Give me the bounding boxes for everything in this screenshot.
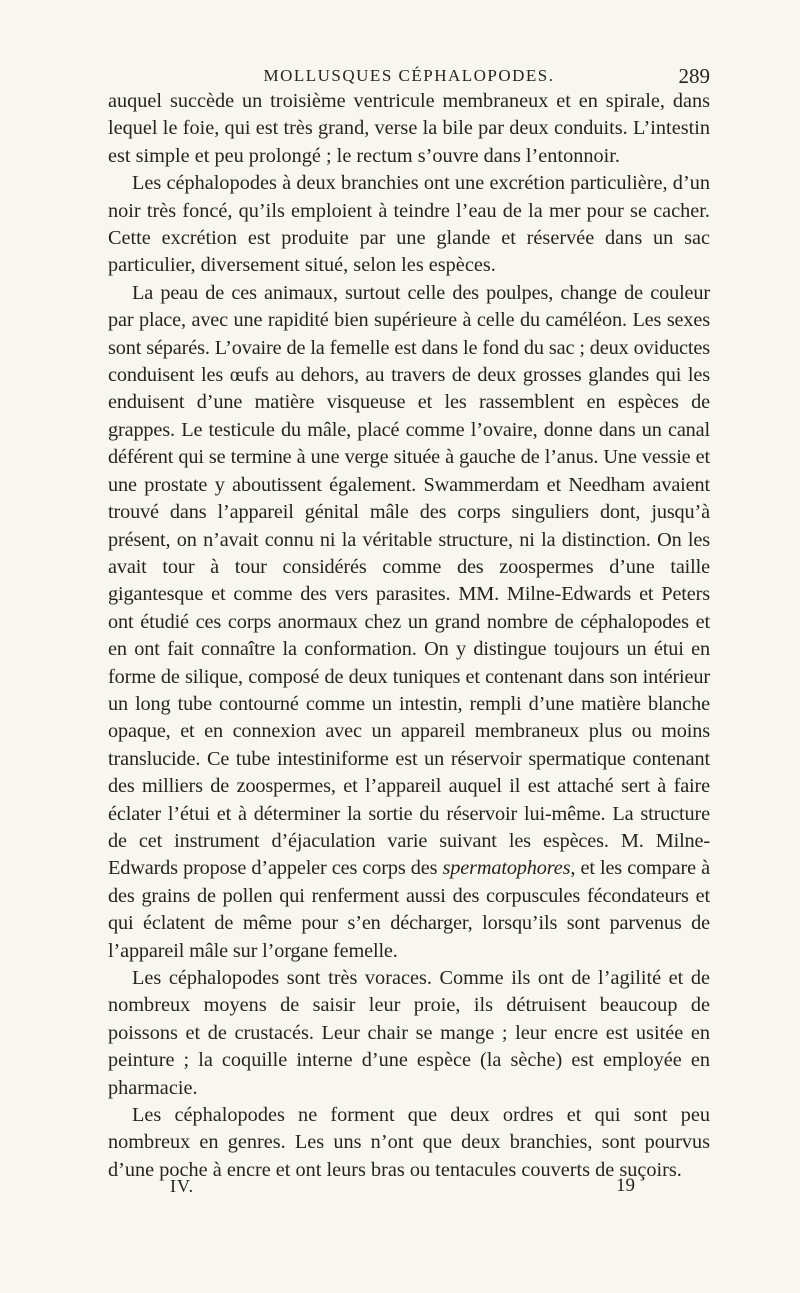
running-title: MOLLUSQUES CÉPHALOPODES.	[263, 66, 555, 85]
paragraph-text: Les céphalopodes sont très voraces. Comme ils ont de l’agilité et de nombreux moyens de saisir leur proie, ils détruisent beaucoup de poissons et de crustacés. Leur chair se mange ; leur encre est usitée en peinture ; la coquille interne d’une espèce (la sèche) est employée en pharmacie.	[108, 967, 710, 1099]
paragraph-text: auquel succède un troisième ventricule membraneux et en spirale, dans lequel le foie, qui est très grand, verse la bile par deux conduits. L’intestin est simple et peu prolongé ; le rectum s’ouvre dans l’entonnoir.	[108, 90, 710, 167]
body-text	[108, 88, 710, 1184]
running-head	[108, 64, 710, 88]
paragraph-text: Les céphalopodes à deux branchies ont une excrétion particulière, d’un noir très foncé, qu’ils emploient à teindre l’eau de la mer pour se cacher. Cette excrétion est produite par une glande et réservée dans un sac particulier, diversement situé, selon les espèces.	[108, 172, 710, 277]
paragraph	[108, 280, 710, 965]
paragraph-text: , et les compare à des grains de pollen qui renferment aussi des corpuscules fécondateurs et qui éclatent de même pour s’en décharger, lorsqu’ils sont parvenus de l’appareil mâle sur l’organe femelle.	[108, 857, 710, 962]
italic-term: spermatophores	[442, 857, 571, 880]
page-footer	[108, 1173, 710, 1199]
paragraph	[108, 88, 710, 170]
paragraph-text: Les céphalopodes ne forment que deux ordres et qui sont peu nombreux en genres. Les uns n’ont que deux branchies, sont pourvus d’une poche à encre et ont leurs bras ou tentacules couverts de suçoirs.	[108, 1104, 710, 1181]
paragraph	[108, 965, 710, 1102]
page-number: 289	[678, 64, 710, 88]
paragraph	[108, 170, 710, 280]
volume-number: IV.	[170, 1176, 195, 1196]
paragraph-text: La peau de ces animaux, surtout celle des poulpes, change de couleur par place, avec une rapidité bien supérieure à celle du caméléon. Les sexes sont séparés. L’ovaire de la femelle est dans le fond du sac ; deux oviductes conduisent les œufs au dehors, au travers de deux grosses glandes qui les enduisent d’une matière visqueuse et les rassemblent en espèces de grappes. Le testicule du mâle, placé comme l’ovaire, donne dans un canal déférent qui se termine à une verge située à gauche de l’anus. Une vessie et une prostate y aboutissent également. Swammerdam et Needham avaient trouvé dans l’appareil génital mâle des corps singuliers dont, jusqu’à présent, on n’avait connu ni la véritable structure, ni la distinction. On les avait tour à tour considérés comme des zoospermes d’une taille gigantesque et comme des vers parasites. MM. Milne-Edwards et Peters ont étudié ces corps anormaux chez un grand nombre de céphalopodes et en ont fait connaître la conformation. On y distingue toujours un étui en forme de silique, composé de deux tuniques et contenant dans son intérieur un long tube contourné comme un intestin, rempli d’une matière blanche opaque, et en connexion avec un appareil membraneux plus ou moins translucide. Ce tube intestiniforme est un réservoir spermatique contenant des milliers de zoospermes, et l’appareil auquel il est attaché sert à faire éclater l’étui et à déterminer la sortie du réservoir lui-même. La structure de cet instrument d’éjaculation varie suivant les espèces. M. Milne-Edwards propose d’appeler ces corps des	[108, 281, 710, 880]
paragraph	[108, 1102, 710, 1184]
signature-mark: 19	[616, 1175, 635, 1196]
